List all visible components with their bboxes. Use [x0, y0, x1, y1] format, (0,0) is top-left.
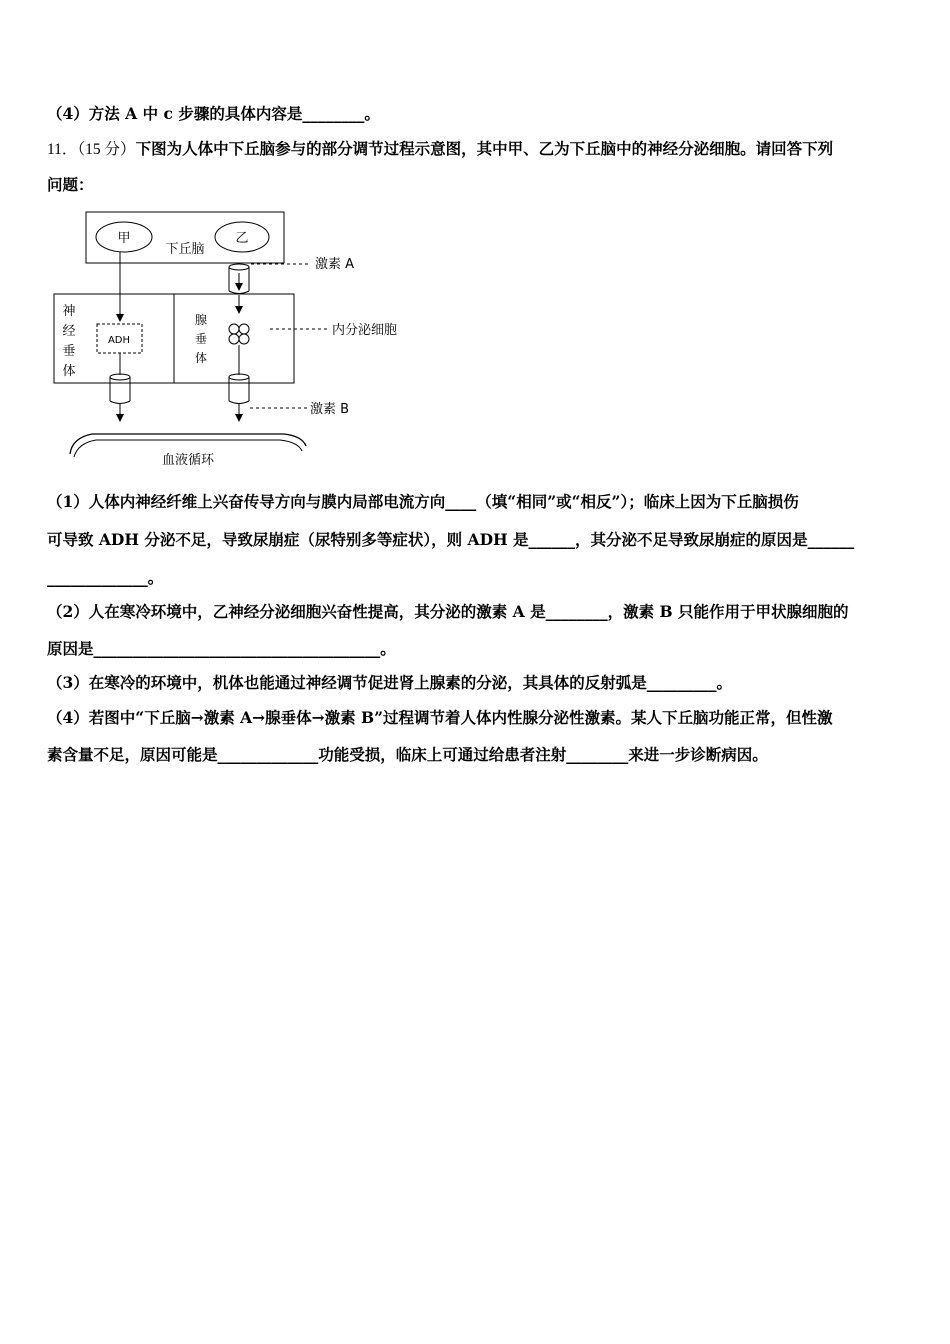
- q11-part4-line2: 素含量不足，原因可能是_____________功能受损，临床上可通过给患者注射________来进一步诊断病因。: [47, 745, 768, 764]
- neurohypophysis-char: 体: [62, 364, 76, 379]
- endocrine-cell-label: 内分泌细胞: [332, 323, 398, 338]
- neurohypophysis-char: 垂: [62, 344, 76, 359]
- cell-yi-label: 乙: [235, 231, 249, 246]
- q11-part2-line1: （2）人在寒冷环境中，乙神经分泌细胞兴奋性提高，其分泌的激素 A 是________，激素 B 只能作用于甲状腺细胞的: [47, 602, 849, 621]
- neurohypophysis-char: 经: [62, 324, 76, 339]
- regulation-diagram: [48, 205, 418, 470]
- q11-intro-line2: 问题：: [47, 175, 94, 194]
- vesicle-left: [110, 374, 130, 404]
- hormone-a-label: 激素 A: [315, 257, 355, 272]
- q11-part2-line2: 原因是_____________________________________。: [47, 639, 396, 658]
- hormone-b-label: 激素 B: [310, 402, 350, 417]
- adh-label: ADH: [107, 335, 131, 346]
- cell-jia-label: 甲: [117, 231, 131, 246]
- q11-intro-text: 下图为人体中下丘脑参与的部分调节过程示意图，其中甲、乙为下丘脑中的神经分泌细胞。请回答下列: [135, 139, 834, 158]
- endocrine-cells: [229, 324, 249, 344]
- adenohypophysis-char: 垂: [194, 332, 208, 346]
- adenohypophysis-char: 体: [194, 351, 208, 365]
- q11-part1-line2: 可导致 ADH 分泌不足，导致尿崩症（尿特别多等症状），则 ADH 是______，其分泌不足导致尿崩症的原因是______: [47, 530, 855, 549]
- adenohypophysis-char: 腺: [194, 313, 208, 327]
- q11-part4-line1: （4）若图中“下丘脑→激素 A→腺垂体→激素 B”过程调节着人体内性腺分泌性激素。某人下丘脑功能正常，但性激: [47, 708, 833, 727]
- q11-part1-line3: _____________。: [47, 568, 164, 587]
- neurohypophysis-char: 神: [62, 304, 76, 319]
- q10-part4: （4）方法 A 中 c 步骤的具体内容是________。: [47, 104, 380, 123]
- hypothalamus-label: 下丘脑: [165, 242, 205, 257]
- blood-label: 血液循环: [161, 453, 215, 468]
- vesicle-right: [229, 374, 249, 404]
- q11-part1-line1: （1）人体内神经纤维上兴奋传导方向与膜内局部电流方向____（填“相同”或“相反”）；临床上因为下丘脑损伤: [47, 492, 799, 511]
- question-number: 11．（15 分）: [47, 141, 136, 158]
- q11-part3: （3）在寒冷的环境中，机体也能通过神经调节促进肾上腺素的分泌，其具体的反射弧是_________。: [47, 673, 733, 692]
- q11-intro-line1: [47, 137, 833, 159]
